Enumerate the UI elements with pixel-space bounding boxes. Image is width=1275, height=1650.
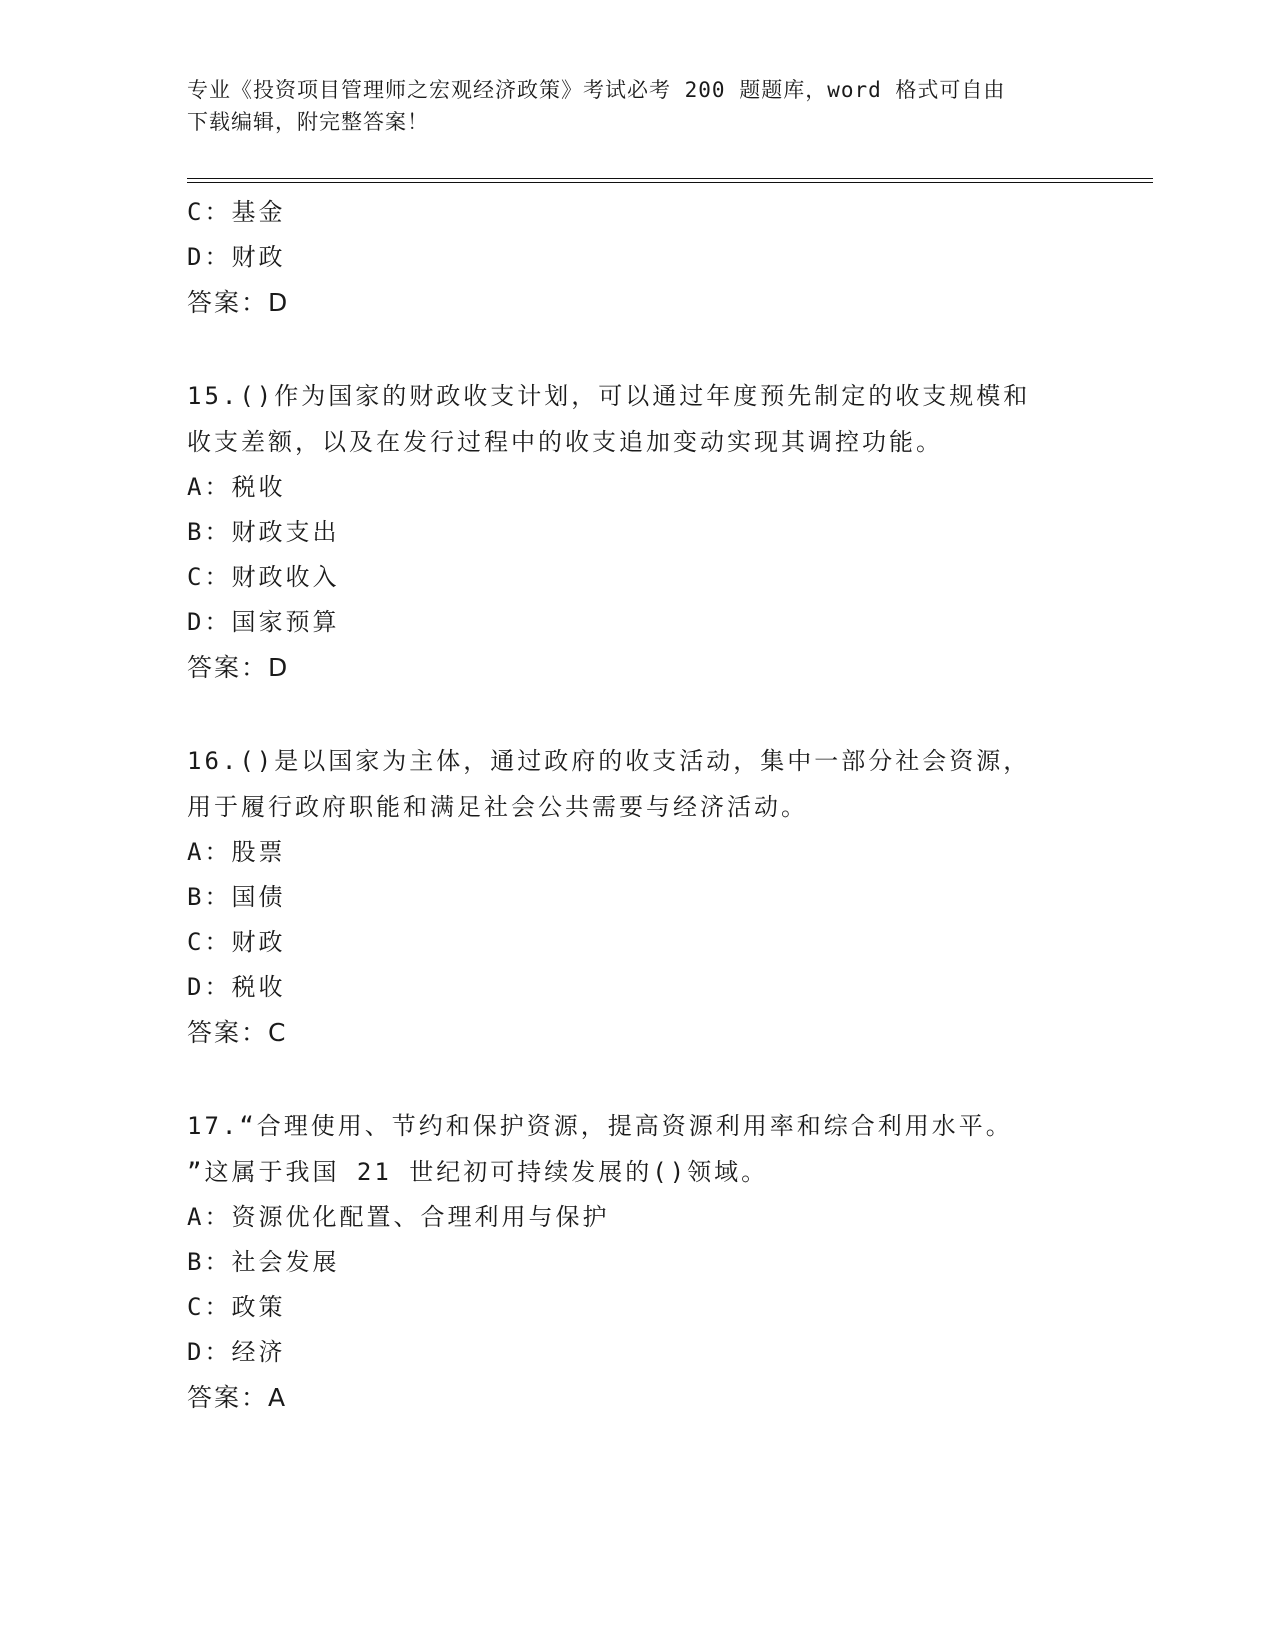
question-stem-line: 17.“合理使用、节约和保护资源，提高资源利用率和综合利用水平。: [187, 1112, 1013, 1140]
option-c: C：财政收入: [187, 563, 340, 591]
option-b: B：社会发展: [187, 1248, 340, 1276]
question-stem-line: 收支差额，以及在发行过程中的收支追加变动实现其调控功能。: [187, 428, 943, 456]
option-c: C：财政: [187, 928, 286, 956]
option-d: D：税收: [187, 973, 286, 1001]
question-17: [187, 1103, 1087, 1420]
question-15: [187, 373, 1087, 690]
answer-line: 答案：D: [187, 288, 290, 317]
option-c: C：政策: [187, 1293, 286, 1321]
question-stem-line: ”这属于我国 21 世纪初可持续发展的()领域。: [187, 1158, 769, 1186]
question-stem-line: 15.()作为国家的财政收支计划，可以通过年度预先制定的收支规模和: [187, 382, 1031, 410]
prev-question: [187, 190, 1087, 325]
answer-line: 答案：C: [187, 1018, 288, 1047]
question-stem-line: 16.()是以国家为主体，通过政府的收支活动，集中一部分社会资源，: [187, 747, 1031, 775]
option-a: A：资源优化配置、合理利用与保护: [187, 1203, 610, 1231]
header-rule-top: [187, 178, 1153, 179]
option-d: D：国家预算: [187, 608, 340, 636]
option-a: A：税收: [187, 473, 286, 501]
question-list: [187, 190, 1087, 1420]
header-line-2: 下载编辑，附完整答案！: [187, 110, 429, 134]
option-a: A：股票: [187, 838, 286, 866]
option-b: B：国债: [187, 883, 286, 911]
document-header: [187, 74, 1067, 138]
question-stem-line: 用于履行政府职能和满足社会公共需要与经济活动。: [187, 793, 808, 821]
option-c: C：基金: [187, 198, 286, 226]
header-rule-bottom: [187, 182, 1153, 183]
header-line-1: 专业《投资项目管理师之宏观经济政策》考试必考 200 题题库，word 格式可自由: [187, 78, 1006, 102]
option-b: B：财政支出: [187, 518, 340, 546]
answer-line: 答案：A: [187, 1383, 288, 1412]
option-d: D：经济: [187, 1338, 286, 1366]
question-16: [187, 738, 1087, 1055]
option-d: D：财政: [187, 243, 286, 271]
answer-line: 答案：D: [187, 653, 290, 682]
